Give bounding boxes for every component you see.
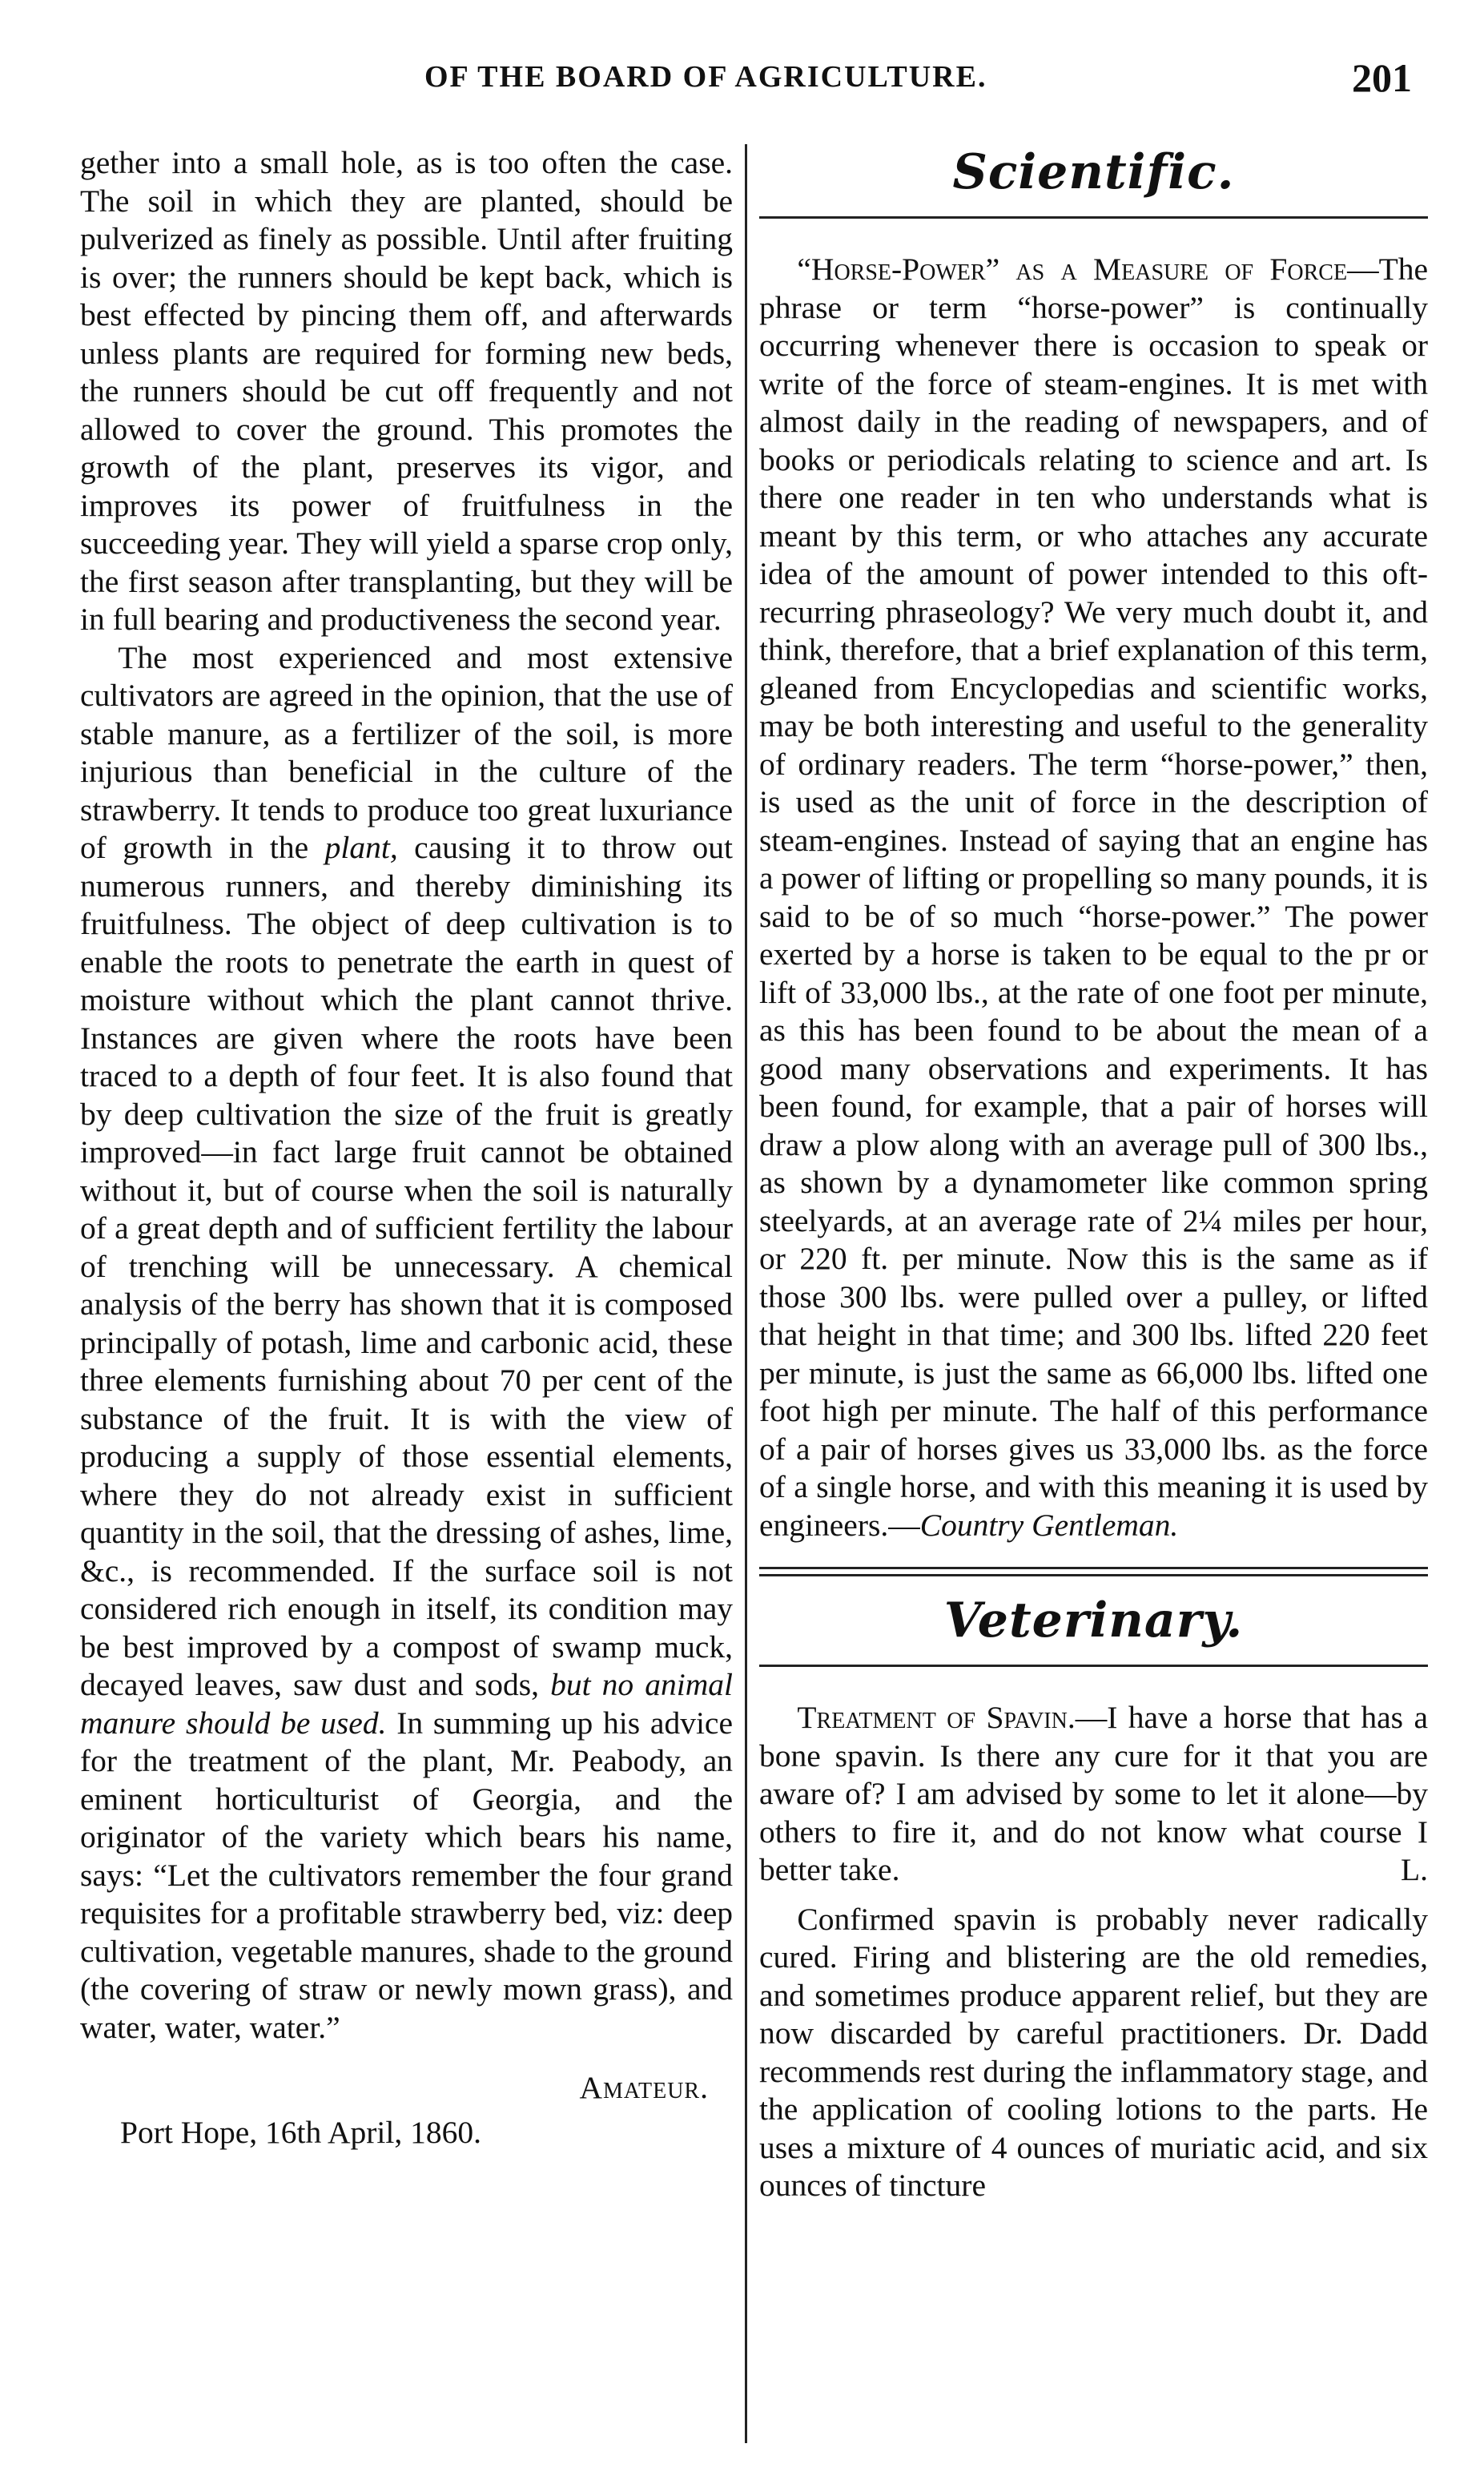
article-source: Country Gentleman.	[919, 1507, 1179, 1543]
article-body: —The phrase or term “horse-power” is continually occurring whenever there is occasion to speak or write of the force of steam-engines. It is met with almost daily in the reading of newspapers, and of books or periodicals relating to science and art. Is there one reader in ten who understands what is meant by this term, or who attaches any accurate idea of the amount of power intended to this oft-recurring phraseology? We very much doubt it, and think, therefore, that a brief explanation of this term, gleaned from Encyclopedias and scientific works, may be both interesting and useful to the generality of ordinary readers. The term “horse-power,” then, is used as the unit of force in the description of steam-engines. Instead of saying that an engine has a power of lifting or propelling so many pounds, it is said to be of so much “horse-power.” The power exerted by a horse is taken to be equal to the pr or lift of 33,000 lbs., at the rate of one foot per minute, as this has been found to be about the mean of a good many observations and experiments. It has been found, for example, that a pair of horses will draw a plow along with an average pull of 300 lbs., as shown by a dynamometer like common spring steelyards, at an average rate of 2¼ miles per hour, or 220 ft. per minute. Now this is the same as if those 300 lbs. were pulled over a pulley, or lifted that height in that time; and 300 lbs. lifted 220 feet per minute, is just the same as 66,000 lbs. lifted one foot high per minute. The half of this performance of a pair of horses gives us 33,000 lbs. as the force of a single horse, and with this meaning it is used by engineers.—	[759, 252, 1428, 1543]
right-column	[759, 144, 1428, 2205]
page-number: 201	[1352, 55, 1412, 100]
section-heading-veterinary: Veterinary.	[943, 1592, 1244, 1649]
spavin-question	[759, 1699, 1428, 1890]
section-heading-scientific: Scientific.	[952, 144, 1235, 200]
strawberry-paragraph-2	[80, 639, 733, 2047]
paragraph-text: In summing up his advice for the treatment of the plant, Mr. Peabody, an eminent horticulturist of Georgia, and the originator of the variety which bears his name, says: “Let the cultivators remember the four grand requisites for a profitable strawberry bed, viz: deep cultivation, vegetable manures, shade to the ground (the covering of straw or newly mown grass), and water, water, water.”	[80, 1705, 733, 2045]
article-title: Treatment of Spavin.	[797, 1700, 1076, 1735]
horse-power-article	[759, 251, 1428, 1544]
heading-rule	[759, 1665, 1428, 1667]
strawberry-paragraph-1: gether into a small hole, as is too often the case. The soil in which they are planted, should be pulverized as finely as possible. Until after fruiting is over; the runners should be kept back, which is best effected by pincing them off, and afterwards unless plants are required for forming new beds, the runners should be cut off frequently and not allowed to cover the ground. This promotes the growth of the plant, preserves its vigor, and improves its power of fruitfulness in the succeeding year. They will yield a sparse crop only, the first season after transplanting, but they will be in full bearing and productiveness the second year.	[80, 145, 733, 637]
page-header	[0, 54, 1484, 111]
article-body: —I have a horse that has a bone spavin. Is there any cure for it that you are aware of? I am advised by some to let it alone—by others to fire it, and do not know what course I better take.	[759, 1700, 1428, 1887]
spavin-answer: Confirmed spavin is probably never radically cured. Firing and blistering are the old remedies, and sometimes produce apparent relief, but they are now discarded by careful practitioners. Dr. Dadd recommends rest during the inflammatory stage, and the application of cooling lotions to the parts. He uses a mixture of 4 ounces of muriatic acid, and six ounces of tincture	[759, 1901, 1428, 2203]
heading-rule	[759, 216, 1428, 219]
author-signature: Amateur.	[579, 2070, 709, 2105]
section-double-rule	[759, 1567, 1428, 1576]
column-divider	[745, 144, 747, 2443]
question-signature: L.	[1400, 1852, 1428, 1887]
running-title: OF THE BOARD OF AGRICULTURE.	[424, 60, 987, 94]
article-title: “Horse-Power” as a Measure of Force	[797, 252, 1348, 287]
emphasis-no-animal-manure: but no animal manure should be used.	[80, 1667, 734, 1741]
emphasis-plant: plant,	[324, 830, 398, 865]
paragraph-text: The most experienced and most extensive cultivators are agreed in the opinion, that the use of stable manure, as a fertilizer of the soil, is more injurious than beneficial in the culture of the strawberry. It tends to produce too great luxuriance of growth in the	[80, 639, 733, 865]
dateline: Port Hope, 16th April, 1860.	[120, 2114, 481, 2150]
left-column	[80, 144, 733, 2152]
paragraph-text: causing it to throw out numerous runners, and thereby diminishing its fruitfulness. The object of deep cultivation is to enable the roots to penetrate the earth in quest of moisture without which the plant cannot thrive. Instances are given where the roots have been traced to a depth of four feet. It is also found that by deep cultivation the size of the fruit is greatly improved—in fact large fruit cannot be obtained without it, but of course when the soil is naturally of a great depth and of sufficient fertility the labour of trenching will be unnecessary. A chemical analysis of the berry has shown that it is composed principally of potash, lime and carbonic acid, these three elements furnishing about 70 per cent of the substance of the fruit. It is with the view of producing a supply of those essential elements, where they do not already exist in sufficient quantity in the soil, that the dressing of ashes, lime, &c., is recommended. If the surface soil is not considered rich enough in itself, its condition may be best improved by a compost of swamp muck, decayed leaves, saw dust and sods,	[80, 830, 733, 1702]
